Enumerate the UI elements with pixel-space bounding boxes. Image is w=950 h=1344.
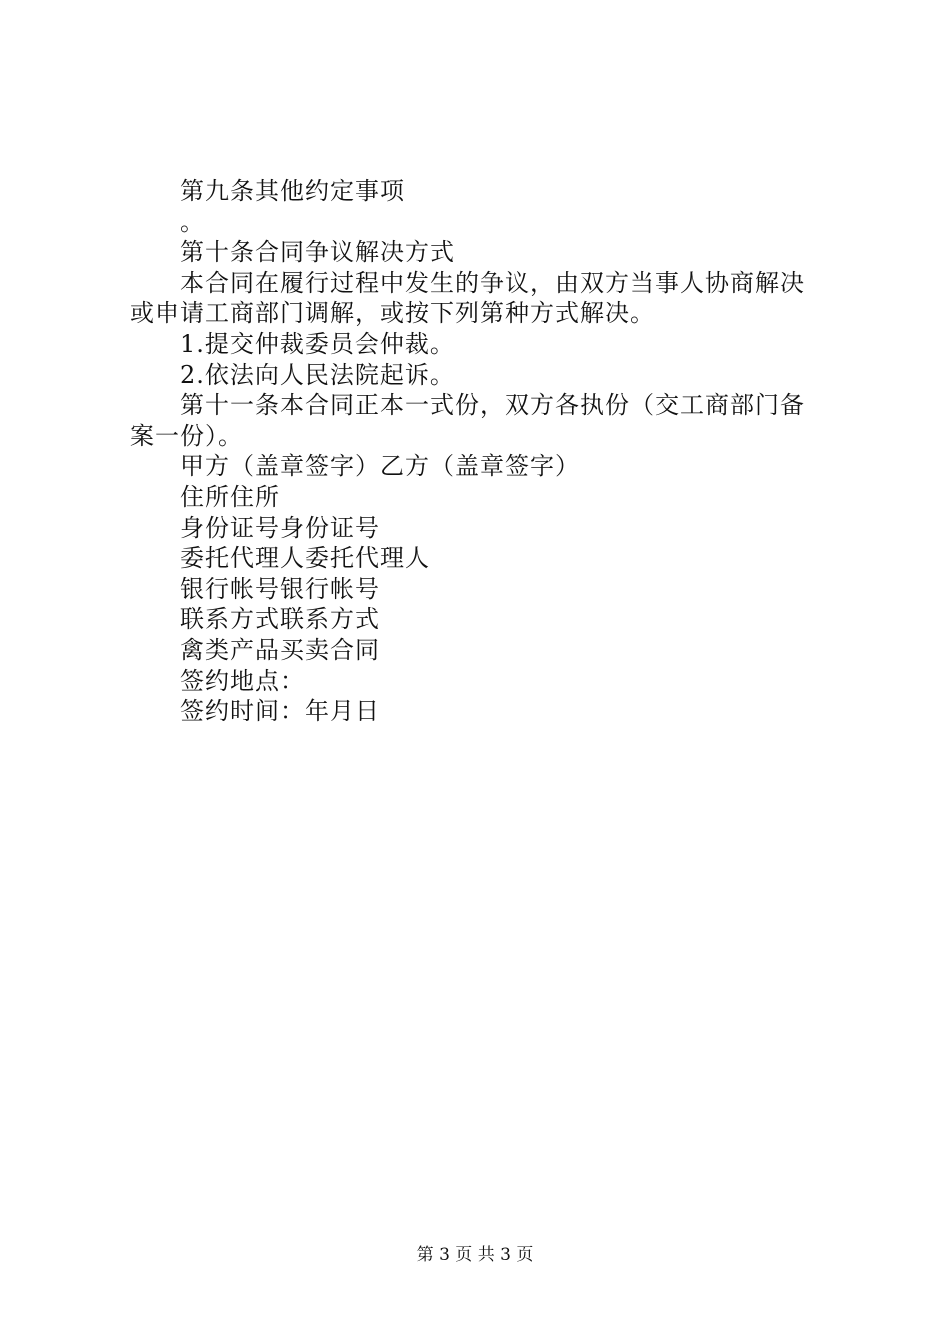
- page-footer: 第 3 页 共 3 页: [416, 1245, 534, 1265]
- clause-10-heading: 第十条合同争议解决方式: [180, 238, 455, 267]
- contract-title-line: 禽类产品买卖合同: [180, 635, 380, 664]
- contact-line: 联系方式联系方式: [180, 605, 380, 634]
- signing-date-line: 签约时间：年月日: [180, 697, 380, 726]
- signing-place-line: 签约地点：: [180, 666, 305, 695]
- bank-account-line: 银行帐号银行帐号: [180, 574, 380, 603]
- agent-line: 委托代理人委托代理人: [180, 544, 430, 573]
- clause-10-body-line-1: 本合同在履行过程中发生的争议，由双方当事人协商解决: [180, 268, 805, 297]
- clause-11-line-1: 第十一条本合同正本一式份，双方各执份（交工商部门备: [180, 391, 805, 420]
- document-body: [130, 176, 830, 727]
- clause-10-body-line-2: 或申请工商部门调解，或按下列第种方式解决。: [130, 299, 655, 328]
- clause-11-line-2: 案一份）。: [130, 421, 243, 450]
- address-line: 住所住所: [180, 482, 280, 511]
- clause-9-body: 。: [180, 207, 205, 236]
- party-signature-line: 甲方（盖章签字）乙方（盖章签字）: [180, 452, 580, 481]
- clause-10-option-1: 1.提交仲裁委员会仲裁。: [180, 329, 455, 358]
- id-number-line: 身份证号身份证号: [180, 513, 380, 542]
- clause-9-heading: 第九条其他约定事项: [180, 177, 405, 205]
- clause-10-option-2: 2.依法向人民法院起诉。: [180, 360, 455, 389]
